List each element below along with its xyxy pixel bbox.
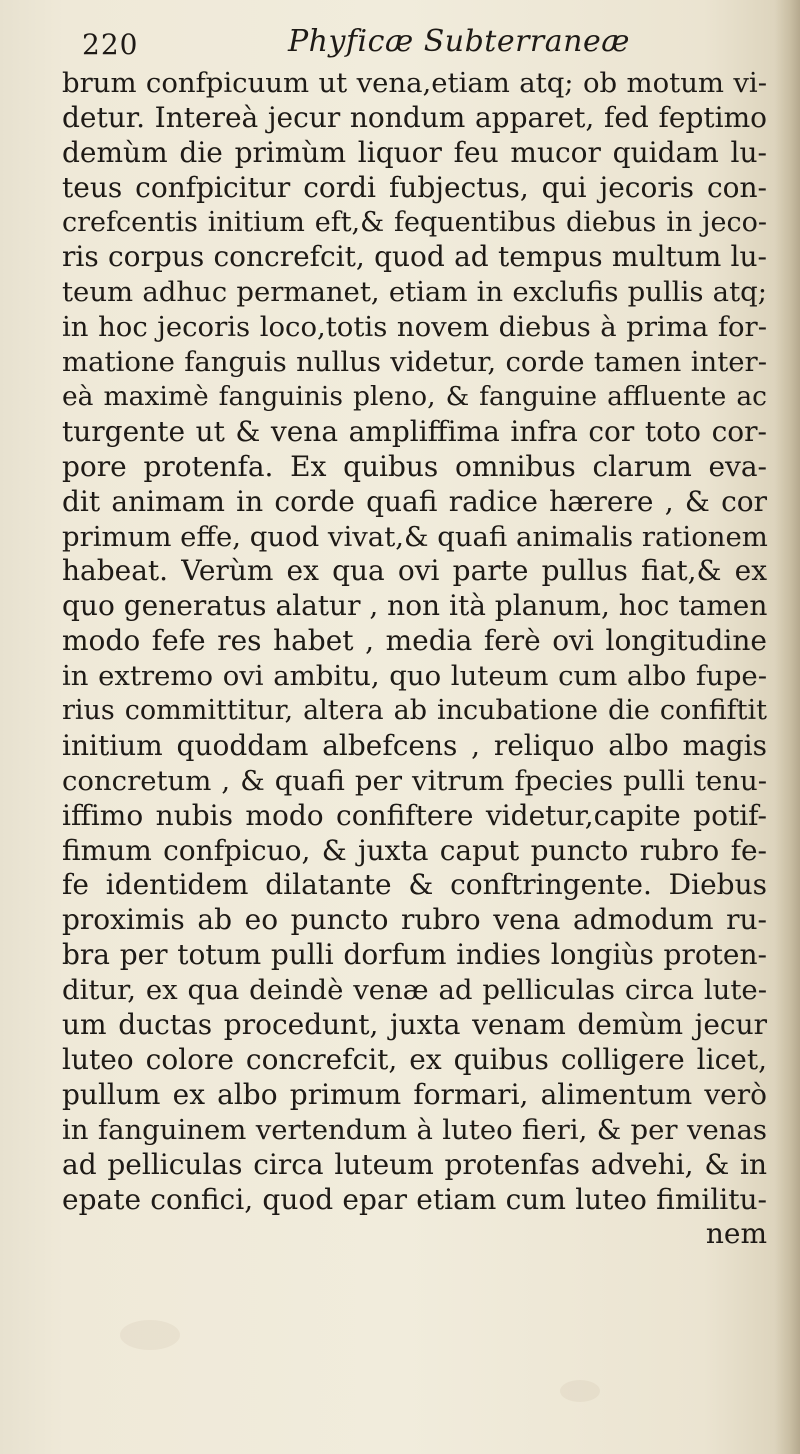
text-line: crefcentis initium eft,& fequentibus diebus in jeco- [62, 206, 767, 238]
paper-stain [560, 1380, 600, 1402]
page-header [82, 20, 702, 68]
page-edge-shadow [774, 0, 800, 1454]
text-line: bra per totum pulli dorfum indies longiùs proten- [62, 938, 767, 972]
text-line: epate confici, quod epar etiam cum luteo fimilitu- [62, 1182, 767, 1216]
text-line: ad pelliculas circa luteum protenfas advehi, & in [62, 1147, 767, 1181]
body-text [62, 66, 767, 1252]
text-line: matione fanguis nullus videtur, corde tamen inter- [62, 346, 767, 379]
text-line: brum confpicuum ut vena,etiam atq; ob motum vi- [62, 67, 767, 99]
text-line: modo fefe res habet , media ferè ovi longitudine [62, 624, 767, 658]
text-line: fe identidem dilatante & conftringente. Diebus [62, 868, 767, 902]
text-line: detur. Intereà jecur nondum apparet, fed feptimo [62, 100, 767, 134]
text-line: in hoc jecoris loco,totis novem diebus à prima for- [62, 311, 767, 344]
text-line: turgente ut & vena ampliffima infra cor toto cor- [62, 414, 767, 448]
text-line: proximis ab eo puncto rubro vena admodum ru- [62, 903, 767, 937]
text-line: dit animam in corde quafi radice hærere , & cor [62, 484, 767, 518]
text-line: fimum confpicuo, & juxta caput puncto rubro fe- [62, 833, 767, 867]
text-line: teum adhuc permanet, etiam in exclufis pullis atq; [62, 276, 767, 309]
text-line: ris corpus concrefcit, quod ad tempus multum lu- [62, 240, 767, 274]
text-line: ditur, ex qua deindè venæ ad pelliculas circa lute- [62, 974, 767, 1007]
text-line: eà maximè fanguinis pleno, & fanguine affluente ac [62, 381, 767, 413]
text-line: initium quoddam albefcens , reliquo albo magis [62, 728, 767, 762]
text-line: demùm die primùm liquor feu mucor quidam lu- [62, 135, 767, 169]
text-line: rius committitur, altera ab incubatione die confiftit [62, 695, 767, 727]
text-line: in extremo ovi ambitu, quo luteum cum albo fupe- [62, 660, 767, 693]
text-line: habeat. Verùm ex qua ovi parte pullus fiat,& ex [62, 554, 767, 588]
text-line: in fanguinem vertendum à luteo fieri, & per venas [62, 1113, 767, 1146]
text-line: quo generatus alatur , non ità planum, hoc tamen [62, 589, 768, 623]
text-line: primum effe, quod vivat,& quafi animalis rationem [62, 520, 768, 553]
text-line: concretum , & quafi per vitrum fpecies pulli tenu- [62, 764, 767, 797]
text-line: pore protenfa. Ex quibus omnibus clarum eva- [62, 449, 767, 483]
text-line: luteo colore concrefcit, ex quibus colligere licet, [62, 1042, 767, 1076]
running-title: Phyficæ Subterraneæ [288, 24, 630, 59]
page-number: 220 [82, 28, 139, 61]
text-line: teus confpicitur cordi fubjectus, qui jecoris con- [62, 170, 767, 204]
catchword: nem [705, 1217, 767, 1251]
text-line: iffimo nubis modo confiftere videtur,capite potif- [62, 798, 767, 832]
paper-stain [120, 1320, 180, 1350]
text-line: pullum ex albo primum formari, alimentum verò [62, 1077, 767, 1111]
text-line: um ductas procedunt, juxta venam demùm jecur [62, 1008, 767, 1042]
